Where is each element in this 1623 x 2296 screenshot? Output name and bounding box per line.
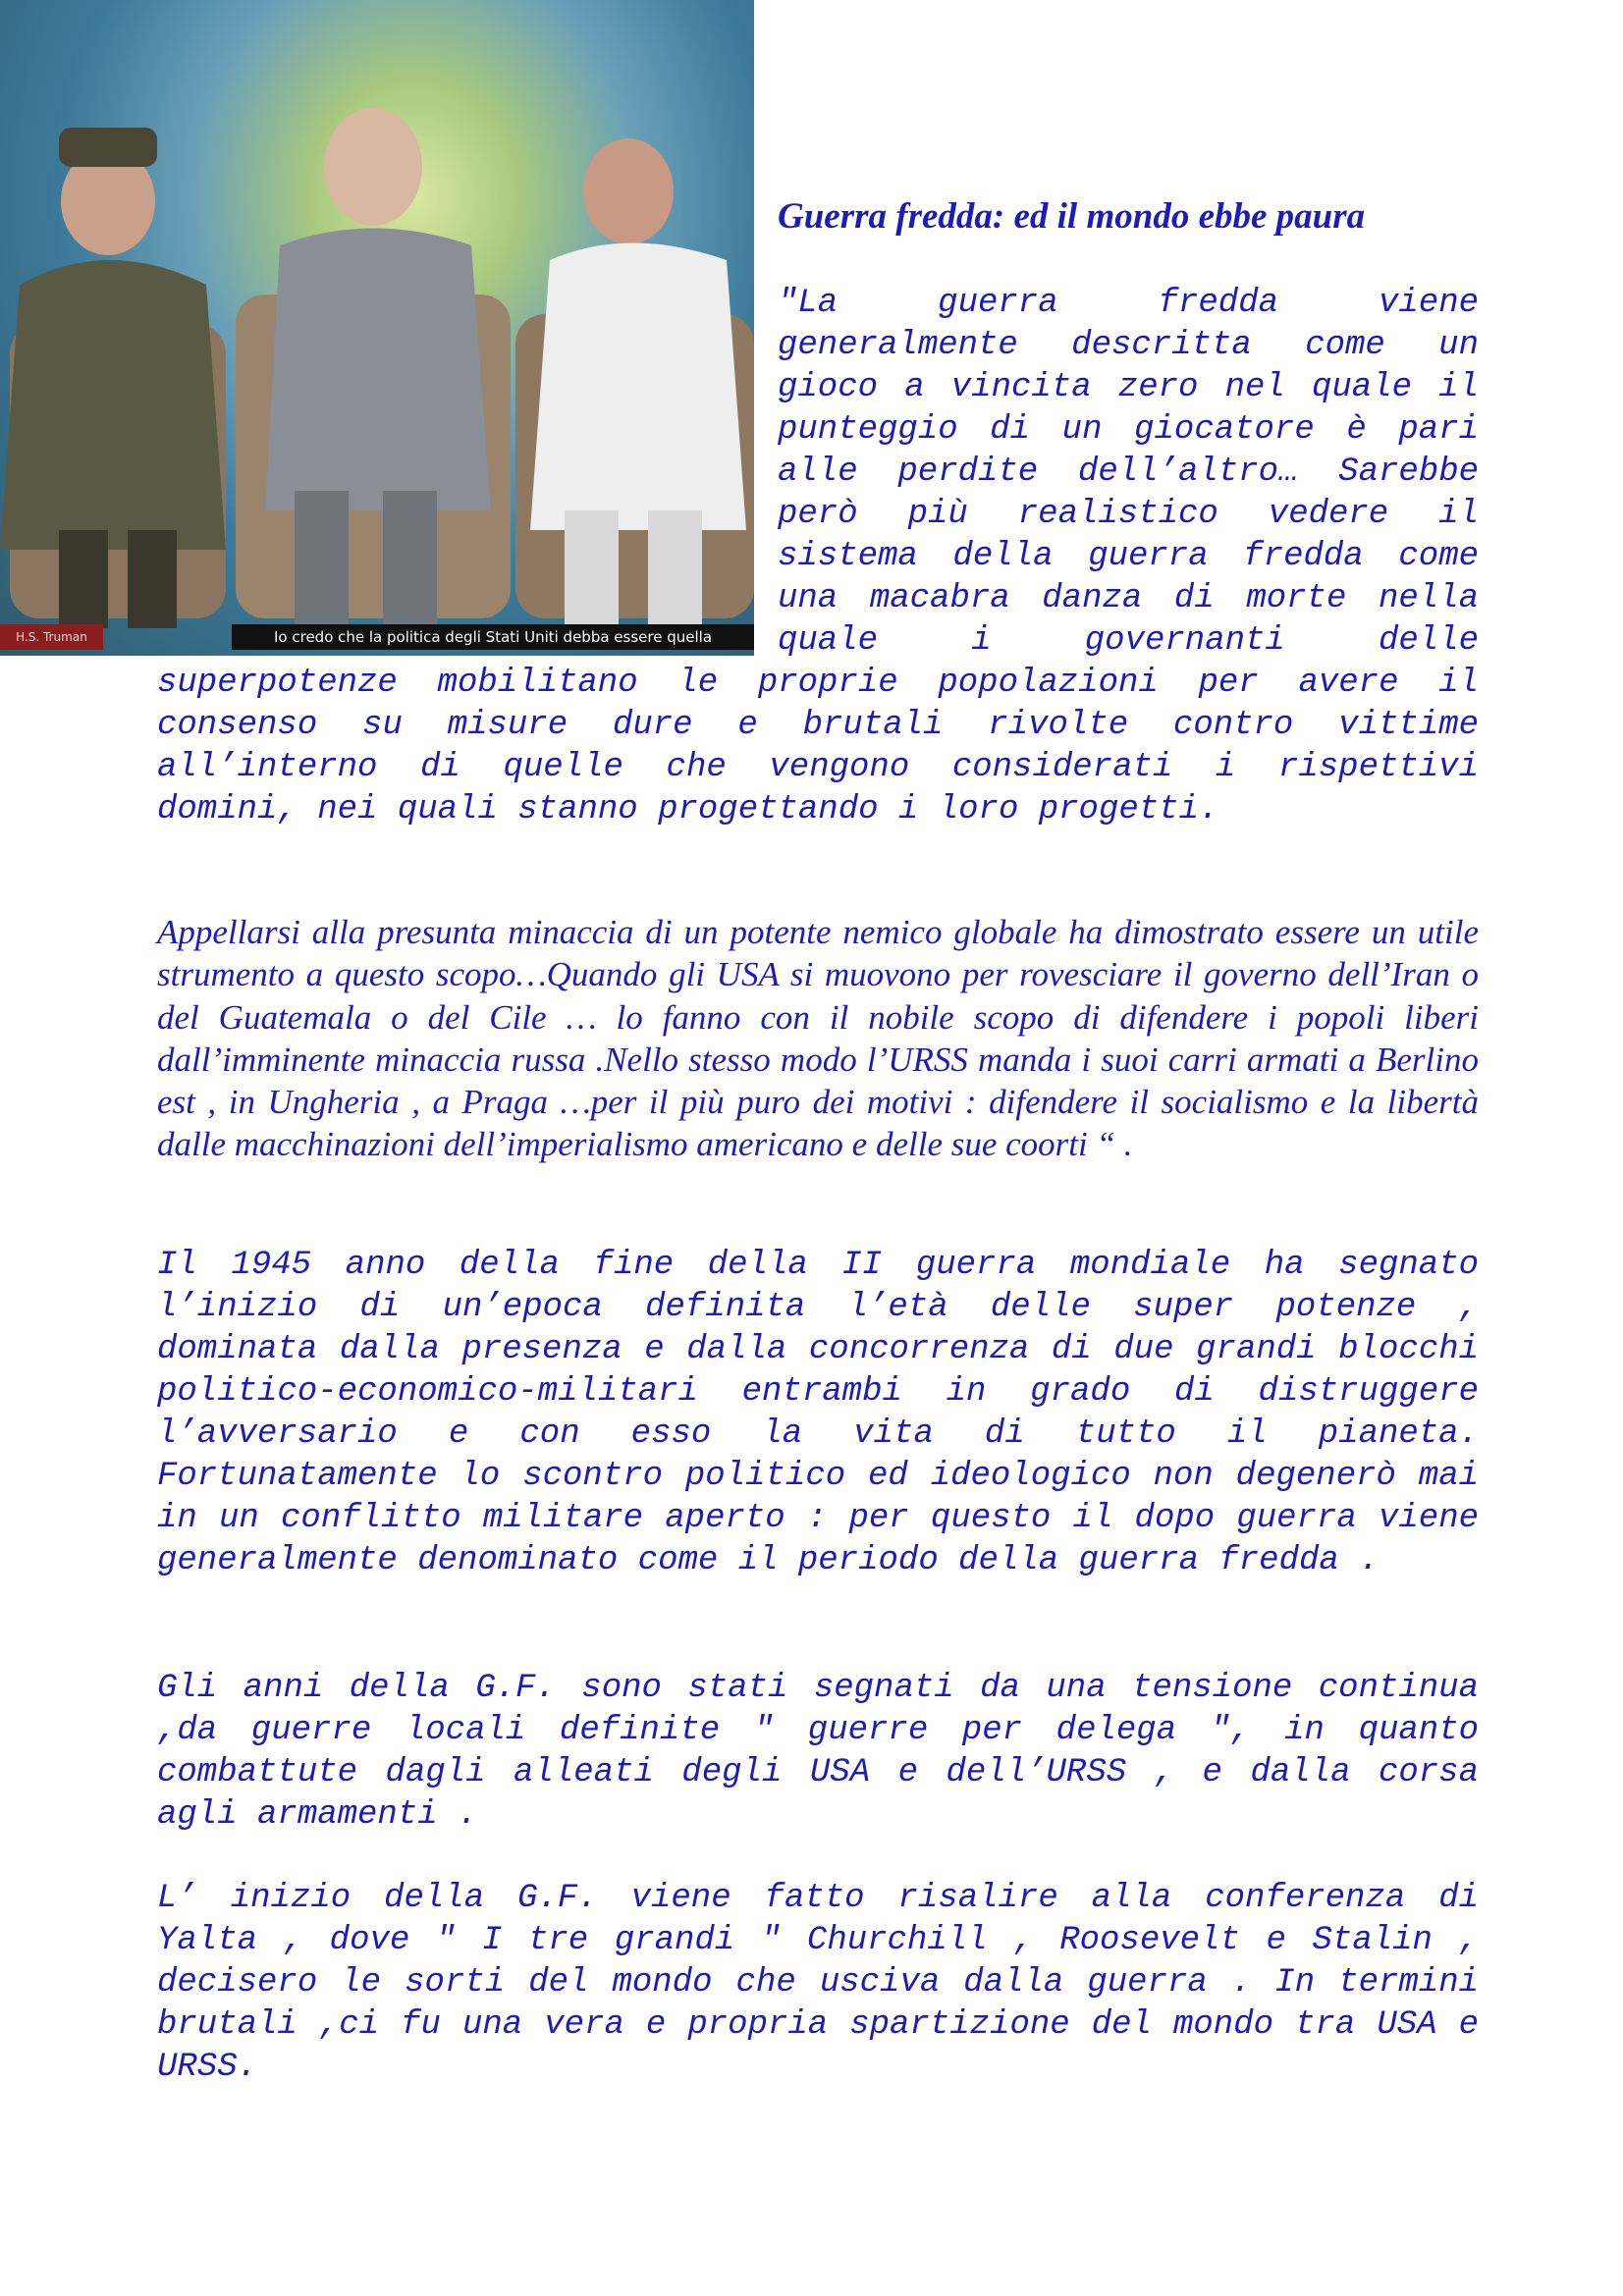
quote-continuation-paragraph: Appellarsi alla presunta minaccia di un potente nemico globale ha dimostrato essere un utile strumento a questo scopo…Quando gli USA si muovono per rovesciare il governo dell’Iran o del Guatemala o del Cile … lo fanno con il nobile scopo di difendere i popoli liberi dall’imminente minaccia russa .Nello stesso modo l’URSS manda i suoi carri armati a Berlino est , in Ungheria , a Praga …per il più puro dei motivi : difendere il socialismo e la libertà dalle macchinazioni dell’imperialismo americano e delle sue coorti “ . xyxy=(157,913,1479,1164)
quote-section xyxy=(157,283,1479,831)
paragraph-1945: Il 1945 anno della fine della II guerra mondiale ha segnato l’inizio di un’epoca definita l’età delle super potenze , dominata dalla presenza e dalla concorrenza di due grandi blocchi politico-economico-militari entrambi in grado di distruggere l’avversario e con esso la vita di tutto il pianeta. Fortunatamente lo scontro politico ed ideologico non degenerò mai in un conflitto militare aperto : per questo il dopo guerra viene generalmente denominato come il periodo della guerra fredda . xyxy=(157,1247,1479,1579)
page-title: Guerra fredda: ed il mondo ebbe paura xyxy=(778,196,1366,237)
paragraph-yalta: L’ inizio della G.F. viene fatto risalire alla conferenza di Yalta , dove " I tre grandi " Churchill , Roosevelt e Stalin , decisero le sorti del mondo che usciva dalla guerra . In termini brutali ,ci fu una vera e propria spartizione del mondo tra USA e URSS. xyxy=(157,1880,1479,2086)
photo-credit: H.S. Truman xyxy=(0,624,103,650)
photo-caption: Io credo che la politica degli Stati Uniti debba essere quella xyxy=(232,624,754,650)
quote-paragraph: "La guerra fredda viene generalmente descritta come un gioco a vincita zero nel quale il punteggio di un giocatore è pari alle perdite dell’altro… Sarebbe però più realistico vedere il sistema della guerra fredda come una macabra danza di morte nella quale i governanti delle superpotenze mobilitano le proprie popolazioni per avere il consenso su misure dure e brutali rivolte contro vittime all’interno di quelle che vengono considerati i rispettivi domini, nei quali stanno progettando i loro progetti. xyxy=(157,285,1479,828)
paragraph-gf-years: Gli anni della G.F. sono stati segnati da una tensione continua ,da guerre locali definite " guerre per delega ", in quanto combattute dagli alleati degli USA e dell’URSS , e dalla corsa agli armamenti . xyxy=(157,1670,1479,1834)
